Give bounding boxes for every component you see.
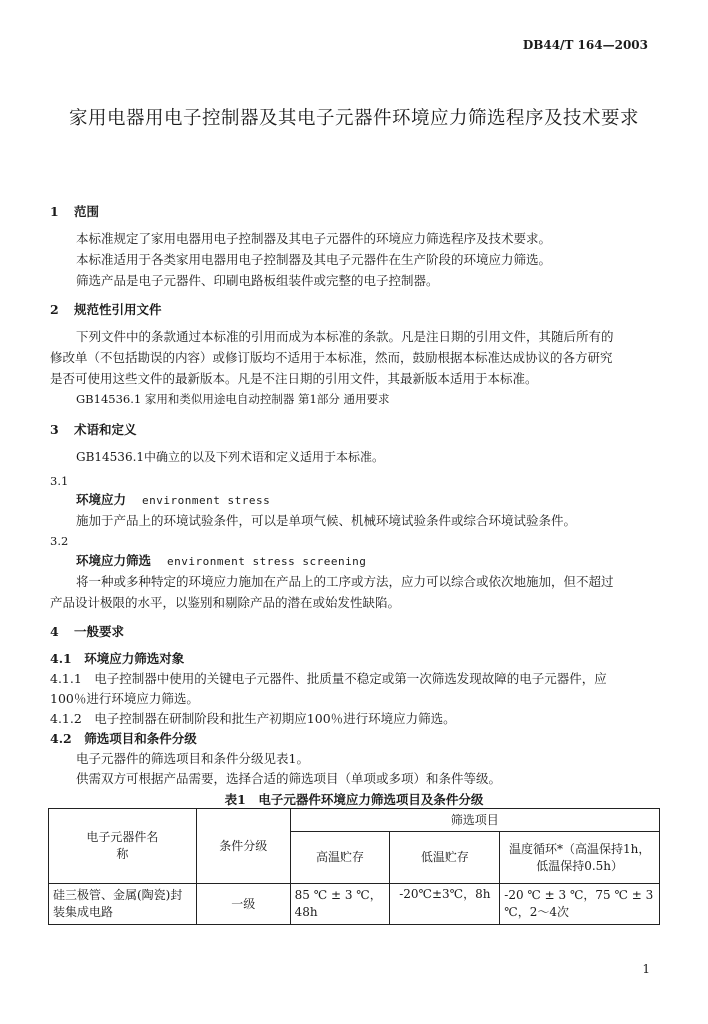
- cell-temp-cycle: -20 ℃ ± 3 ℃，75 ℃ ± 3 ℃，2～4次: [500, 884, 660, 925]
- paragraph: 4.1.2 电子控制器在研制阶段和批生产初期应100％进行环境应力筛选。: [50, 711, 456, 726]
- term-definition: 产品设计极限的水平，以鉴别和剔除产品的潜在或始发性缺陷。: [50, 595, 401, 610]
- paragraph: 电子元器件的筛选项目和条件分级见表1。: [76, 751, 309, 766]
- term-english: environment stress screening: [167, 555, 367, 568]
- header-items: 筛选项目: [290, 809, 659, 832]
- page-number: 1: [642, 962, 650, 976]
- header-component: 电子元器件名称: [49, 809, 197, 884]
- term-chinese: 环境应力: [76, 492, 127, 507]
- subsection-heading: 4.1 环境应力筛选对象: [50, 651, 185, 666]
- paragraph: 本标准适用于各类家用电器用电子控制器及其电子元器件在生产阶段的环境应力筛选。: [76, 252, 552, 267]
- cell-level: 一级: [196, 884, 290, 925]
- section-number: 3: [50, 422, 59, 437]
- cell-component: 硅三极管、金属(陶瓷)封装集成电路: [49, 884, 197, 925]
- section-title: 一般要求: [74, 624, 125, 639]
- section-number: 1: [50, 204, 59, 219]
- paragraph: 修改单（不包括勘误的内容）或修订版均不适用于本标准，然而，鼓励根据本标准达成协议的各方研究: [50, 350, 613, 365]
- table-caption: 表1 电子元器件环境应力筛选项目及条件分级: [224, 792, 484, 807]
- subsection-heading: 4.2 筛选项目和条件分级: [50, 731, 197, 746]
- term-chinese: 环境应力筛选: [76, 553, 152, 568]
- standard-number: DB44/T 164—2003: [522, 38, 648, 52]
- cell-high-temp: 85 ℃ ± 3 ℃，48h: [290, 884, 390, 925]
- term-definition: 将一种或多种特定的环境应力施加在产品上的工序或方法，应力可以综合或依次地施加，但不超过: [76, 574, 614, 589]
- paragraph: 是否可使用这些文件的最新版本。凡是不注日期的引用文件，其最新版本适用于本标准。: [50, 371, 538, 386]
- header-high-temp: 高温贮存: [290, 832, 390, 884]
- document-title: 家用电器用电子控制器及其电子元器件环境应力筛选程序及技术要求: [68, 108, 639, 129]
- paragraph: 下列文件中的条款通过本标准的引用而成为本标准的条款。凡是注日期的引用文件，其随后所有的: [76, 329, 614, 344]
- paragraph: GB14536.1中确立的以及下列术语和定义适用于本标准。: [76, 450, 385, 464]
- section-number: 2: [50, 302, 59, 317]
- section-4-heading: [50, 622, 124, 640]
- term-number: 3.1: [50, 474, 69, 488]
- header-level: 条件分级: [196, 809, 290, 884]
- section-2-heading: [50, 300, 162, 318]
- header-temp-cycle: 温度循环*（高温保持1h，低温保持0.5h）: [500, 832, 660, 884]
- screening-table: [48, 808, 660, 925]
- section-number: 4: [50, 624, 59, 639]
- term-number: 3.2: [50, 534, 69, 548]
- term-english: environment stress: [142, 494, 271, 507]
- header-low-temp: 低温贮存: [390, 832, 500, 884]
- term-definition: 施加于产品上的环境试验条件，可以是单项气候、机械环境试验条件或综合环境试验条件。: [76, 513, 577, 528]
- section-title: 规范性引用文件: [74, 302, 162, 317]
- section-title: 术语和定义: [74, 422, 137, 437]
- paragraph: 本标准规定了家用电器用电子控制器及其电子元器件的环境应力筛选程序及技术要求。: [76, 231, 552, 246]
- paragraph: 100％进行环境应力筛选。: [50, 691, 199, 706]
- table-row: [49, 884, 660, 925]
- table-header-row: [49, 809, 660, 832]
- cell-low-temp: -20℃±3℃，8h: [390, 884, 500, 925]
- section-title: 范围: [74, 204, 100, 219]
- section-1-heading: [50, 202, 99, 220]
- section-3-heading: [50, 420, 137, 438]
- term-1: [76, 491, 270, 510]
- paragraph: 4.1.1 电子控制器中使用的关键电子元器件、批质量不稳定或第一次筛选发现故障的电子元器件，应: [50, 671, 607, 686]
- paragraph: 筛选产品是电子元器件、印刷电路板组装件或完整的电子控制器。: [76, 273, 439, 288]
- paragraph: 供需双方可根据产品需要，选择合适的筛选项目（单项或多项）和条件等级。: [76, 771, 502, 786]
- term-2: [76, 552, 366, 571]
- reference-document: GB14536.1 家用和类似用途电自动控制器 第1部分 通用要求: [76, 392, 390, 406]
